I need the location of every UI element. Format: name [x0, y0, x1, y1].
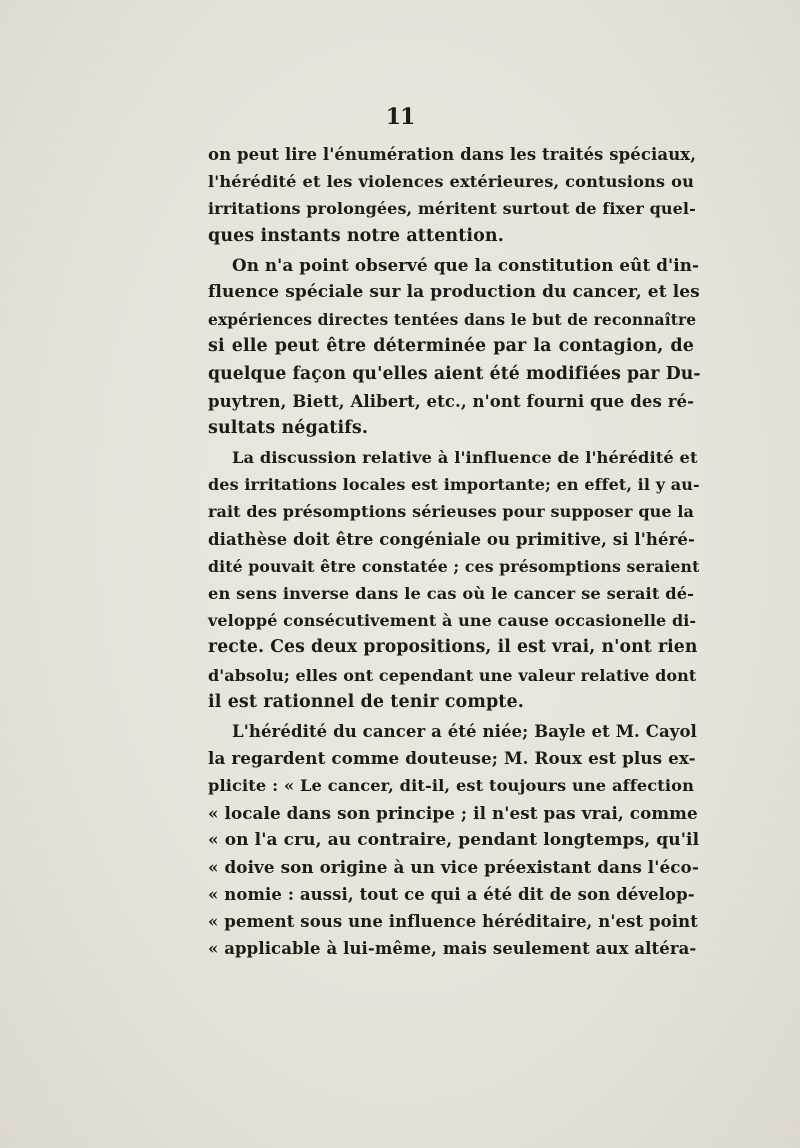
text-line: « doive son origine à un vice préexistant dans l'éco-	[208, 856, 699, 877]
text-line: fluence spéciale sur la production du cancer, et les	[208, 281, 700, 302]
text-line: l'hérédité et les violences extérieures, contusions ou	[208, 172, 694, 192]
paragraph	[208, 141, 697, 250]
text-line: quelque façon qu'elles aient été modifiées par Du-	[208, 363, 701, 384]
text-line: veloppé consécutivement à une cause occasionelle di-	[208, 611, 697, 631]
paragraph	[208, 718, 700, 963]
text-line: expériences directes tentées dans le but de reconnaître	[208, 310, 697, 330]
page-number: 11	[385, 104, 415, 130]
text-line: irritations prolongées, méritent surtout de fixer quel-	[208, 199, 696, 219]
text-line: « locale dans son principe ; il n'est pas vrai, comme	[208, 802, 698, 823]
text-line: diathèse doit être congéniale ou primitive, si l'héré-	[208, 529, 695, 549]
paragraph	[208, 444, 700, 716]
text-line: il est rationnel de tenir compte.	[208, 691, 524, 712]
text-line: La discussion relative à l'influence de l'hérédité et	[232, 448, 698, 468]
text-line: en sens inverse dans le cas où le cancer se serait dé-	[208, 584, 694, 603]
text-line: la regardent comme douteuse; M. Roux est plus ex-	[208, 748, 696, 769]
text-line: des irritations locales est importante; en effet, il y au-	[208, 475, 700, 495]
text-line: sultats négatifs.	[208, 417, 369, 438]
text-line: d'absolu; elles ont cependant une valeur relative dont	[208, 665, 697, 685]
text-line: si elle peut être déterminée par la contagion, de	[208, 336, 694, 357]
text-line: « applicable à lui-même, mais seulement aux altéra-	[208, 939, 697, 959]
text-line: L'hérédité du cancer a été niée; Bayle et M. Cayol	[232, 721, 697, 741]
text-line: « nomie : aussi, tout ce qui a été dit de son dévelop-	[208, 885, 695, 905]
text-line: « on l'a cru, au contraire, pendant longtemps, qu'il	[208, 829, 700, 850]
text-line: « pement sous une influence héréditaire, n'est point	[208, 912, 698, 932]
paragraph	[208, 252, 701, 442]
text-line: recte. Ces deux propositions, il est vrai, n'ont rien	[208, 637, 698, 658]
text-line: On n'a point observé que la constitution eût d'in-	[232, 254, 700, 275]
text-line: plicite : « Le cancer, dit-il, est toujours une affection	[208, 776, 694, 796]
text-line: ques instants notre attention.	[208, 225, 504, 246]
body-text	[208, 141, 701, 963]
text-line: rait des présomptions sérieuses pour supposer que la	[208, 502, 694, 522]
text-line: on peut lire l'énumération dans les traités spéciaux,	[208, 145, 697, 164]
text-line: puytren, Biett, Alibert, etc., n'ont fourni que des ré-	[208, 391, 695, 411]
text-line: dité pouvait être constatée ; ces présomptions seraient	[208, 556, 700, 576]
